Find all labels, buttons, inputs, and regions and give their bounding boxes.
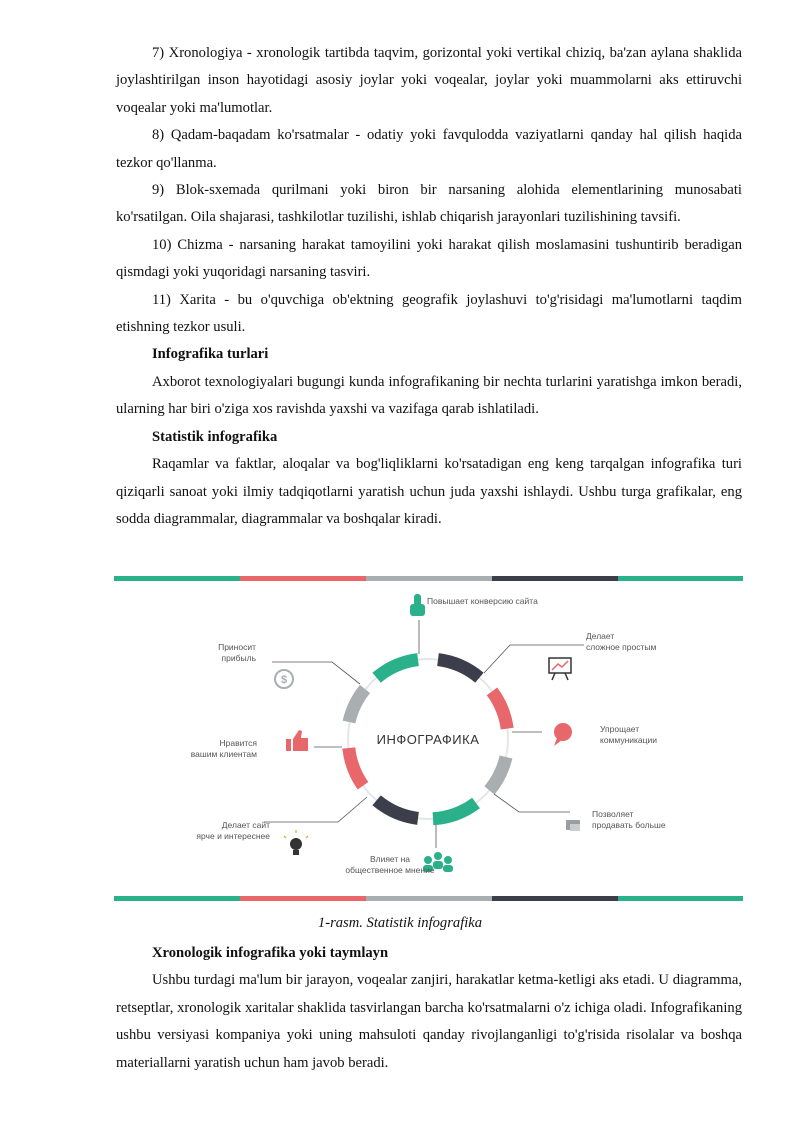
- infographic-figure: [114, 572, 743, 904]
- ring-segment-dark-bottom: [377, 800, 418, 818]
- chart-board-icon: [549, 658, 571, 680]
- label-clients-1: Нравится: [219, 738, 257, 748]
- ring-segment-red-left: [349, 748, 363, 786]
- document-body-continued: [116, 940, 742, 1077]
- label-simple-2: сложное простым: [586, 642, 657, 652]
- label-simple-1: Делает: [586, 631, 615, 641]
- label-communication-1: Упрощает: [600, 724, 640, 734]
- paragraph-instructions: 8) Qadam-baqadam ko'rsatmalar - odatiy yoki favqulodda vaziyatlarni qanday hal qilish haqida tezkor qo'llanma.: [116, 127, 742, 171]
- document-body: [116, 40, 742, 533]
- top-color-strip: [114, 576, 743, 581]
- label-brighter-1: Делает сайт: [221, 820, 270, 830]
- label-communication-2: коммуникации: [600, 735, 658, 745]
- ring-segment-red-right: [492, 691, 507, 728]
- bottom-color-strip: [114, 896, 743, 901]
- speech-bubble-icon: [554, 723, 572, 746]
- paragraph-types: Axborot texnologiyalari bugungi kunda infografikaning bir nechta turlarini yaratishga imkon beradi, ularning har biri o'ziga xos ravishda yaxshi va vazifaga qarab ishlatiladi.: [116, 373, 742, 418]
- label-brighter-2: ярче и интереснее: [196, 831, 270, 841]
- paragraph-map: 11) Xarita - bu o'quvchiga ob'ektning geografik joylashuvi to'g'risidagi ma'lumotlarni taqdim etishning tezkor usuli.: [116, 291, 742, 336]
- cash-hand-icon: [566, 820, 580, 831]
- label-clients-2: вашим клиентам: [190, 749, 257, 759]
- infographic-center-title: ИНФОГРАФИКА: [376, 732, 480, 747]
- figure-caption: 1-rasm. Statistik infografika: [317, 915, 483, 931]
- label-opinion-2: общественное мнение: [345, 865, 435, 875]
- ring-segment-gray-right: [489, 757, 506, 790]
- ring-segment-green-top: [377, 660, 418, 678]
- heading-statistical: Statistik infografika: [152, 428, 278, 445]
- heading-chronological: Xronologik infografika yoki taymlayn: [152, 945, 389, 961]
- label-opinion-1: Влияет на: [369, 854, 411, 864]
- label-conversion: Повышает конверсию сайта: [427, 596, 538, 606]
- heading-infographic-types: Infografika turlari: [152, 346, 269, 363]
- paragraph-flowchart: 9) Blok-sxemada qurilmani yoki biron bir narsaning alohida elementlarining munosabati ko'rsatilgan. Oila shajarasi, tashkilotlar tuzilishi, ishlab chiqarish jarayonlari tuzilishining tavsifi.: [116, 182, 742, 226]
- dollar-symbol: $: [280, 674, 288, 686]
- lightbulb-icon: [284, 830, 308, 855]
- paragraph-statistical: Raqamlar va faktlar, aloqalar va bog'liqliklarni ko'rsatadigan eng keng tarqalgan infografika turi qiziqarli sanoat yoki ilmiy tadqiqotlarni yaratish uchun juda yaxshi ishlaydi. Ushbu turga grafikalar, eng sodda diagrammalar, diagrammalar va boshqalar kiradi.: [116, 456, 742, 527]
- label-profit-1: Приносит: [218, 642, 256, 652]
- dollar-coin-icon: [275, 670, 293, 688]
- paragraph-chronological: Ushbu turdagi ma'lum bir jarayon, voqealar zanjiri, harakatlar ketma-ketligi aks etadi. U diagramma, retseptlar, xronologik xaritalar shaklida tasvirlangan barcha ko'rsatmalarni o'z ichiga oladi. Infografikaning ushbu versiyasi kompaniya yoki uning mahsuloti qanday rivojlanganligi to'g'risida risolalar va boshqa materiallarni yaratish uchun ham javob beradi.: [116, 972, 742, 1071]
- label-profit-2: прибыль: [221, 653, 256, 663]
- paragraph-drawing: 10) Chizma - narsaning harakat tamoyilini yoki harakat qilish moslamasini tushuntirib beradigan qismdagi yoki yuqoridagi narsaning tasviri.: [116, 236, 742, 281]
- pointer-hand-icon: [410, 594, 425, 616]
- thumbs-up-icon: [286, 730, 308, 751]
- ring-segment-gray-left: [349, 689, 365, 722]
- paragraph-chronology: 7) Xronologiya - xronologik tartibda taqvim, gorizontal yoki vertikal chiziq, ba'zan aylana shaklida joylashtirilgan inson hayotidagi asosiy joylar yoki voqealar, joylar yoki muammolarni aks ettiruvchi voqealar yoki ma'lumotlar.: [116, 45, 742, 116]
- label-sell-more-1: Позволяет: [592, 809, 634, 819]
- label-sell-more-2: продавать больше: [592, 820, 666, 830]
- ring-segment-dark-top: [438, 660, 479, 678]
- ring-segment-green-bottom: [433, 803, 476, 819]
